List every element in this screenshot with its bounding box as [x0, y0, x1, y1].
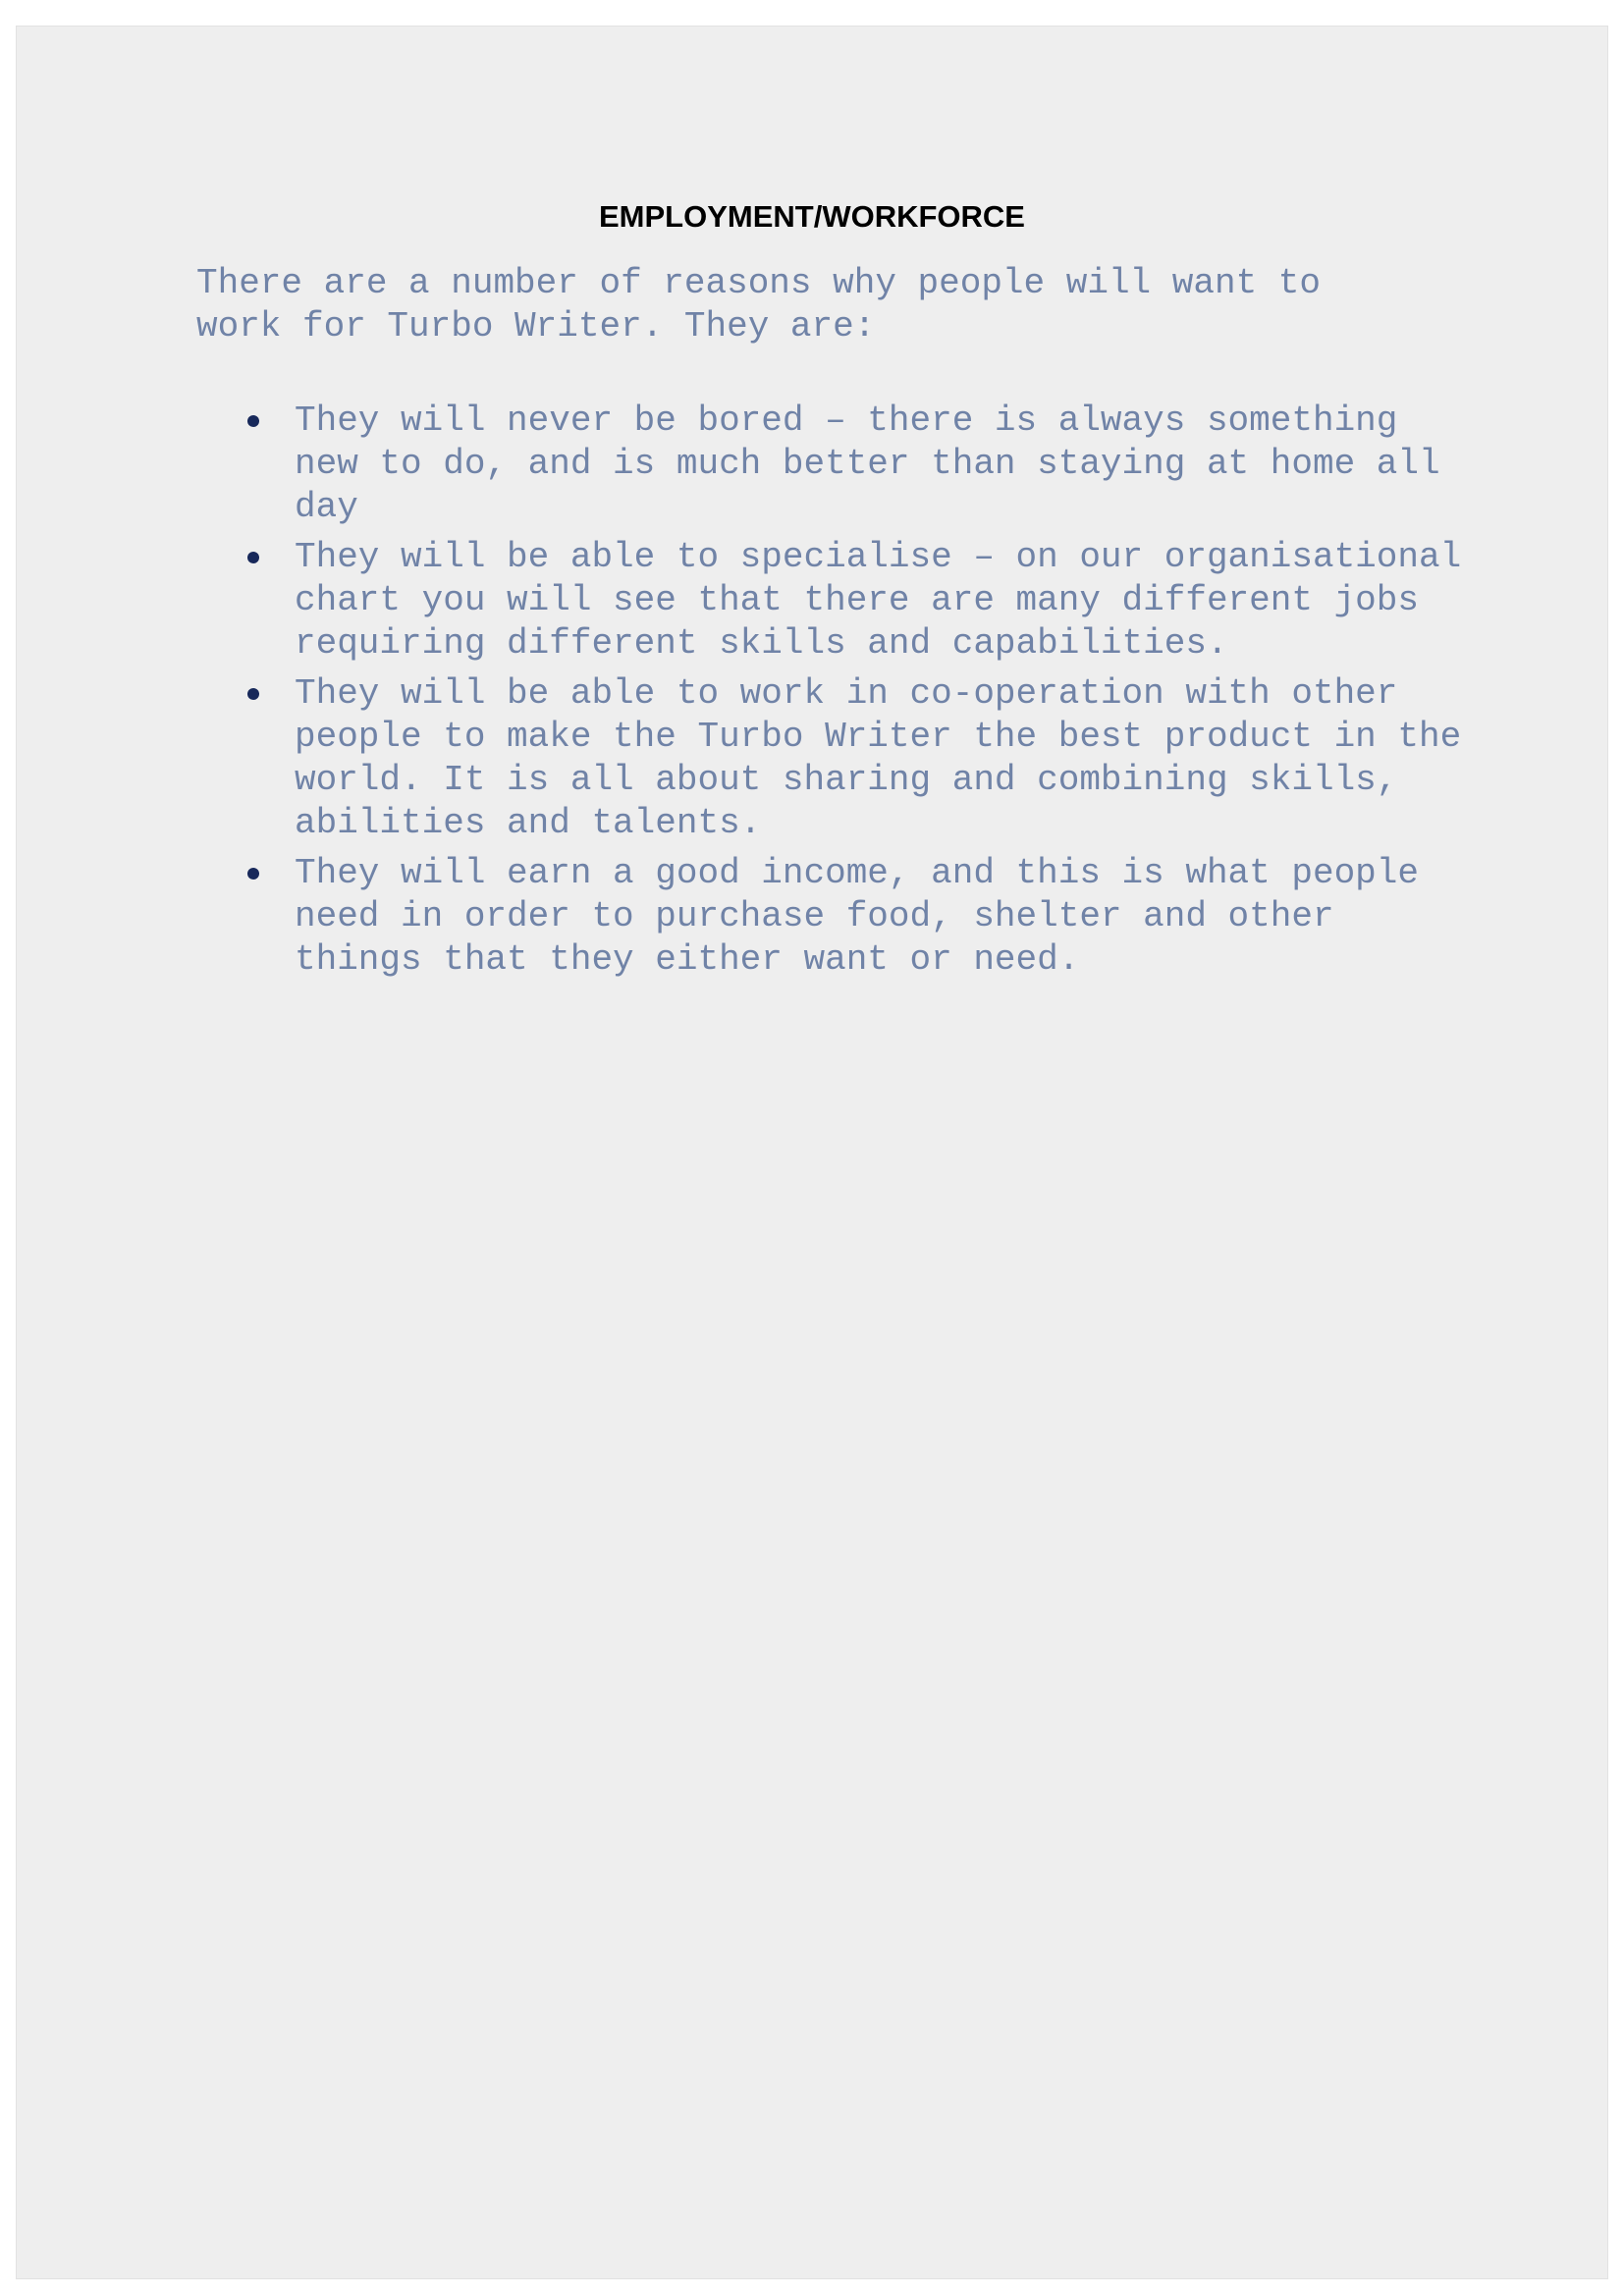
bullet-icon	[247, 688, 259, 700]
list-item	[295, 400, 1473, 529]
reasons-list	[295, 400, 1473, 988]
bullet-icon	[247, 415, 259, 427]
list-item-text: They will earn a good income, and this is what people need in order to purchase food, shelter and other things that they either want or need.	[295, 853, 1419, 980]
document-page	[16, 26, 1608, 2279]
list-item-text: They will never be bored – there is always something new to do, and is much better than staying at home all day	[295, 400, 1440, 527]
list-item	[295, 852, 1473, 982]
bullet-icon	[247, 868, 259, 880]
list-item	[295, 672, 1473, 845]
intro-paragraph: There are a number of reasons why people will want to work for Turbo Writer. They are:	[196, 263, 1321, 347]
page-title: EMPLOYMENT/WORKFORCE	[599, 199, 1025, 234]
bullet-icon	[247, 552, 259, 563]
list-item	[295, 536, 1473, 666]
list-item-text: They will be able to work in co-operation with other people to make the Turbo Writer the best product in the world. It is all about sharing and combining skills, abilities and talents.	[295, 673, 1462, 843]
list-item-text: They will be able to specialise – on our organisational chart you will see that there are many different jobs requiring different skills and capabilities.	[295, 537, 1462, 664]
